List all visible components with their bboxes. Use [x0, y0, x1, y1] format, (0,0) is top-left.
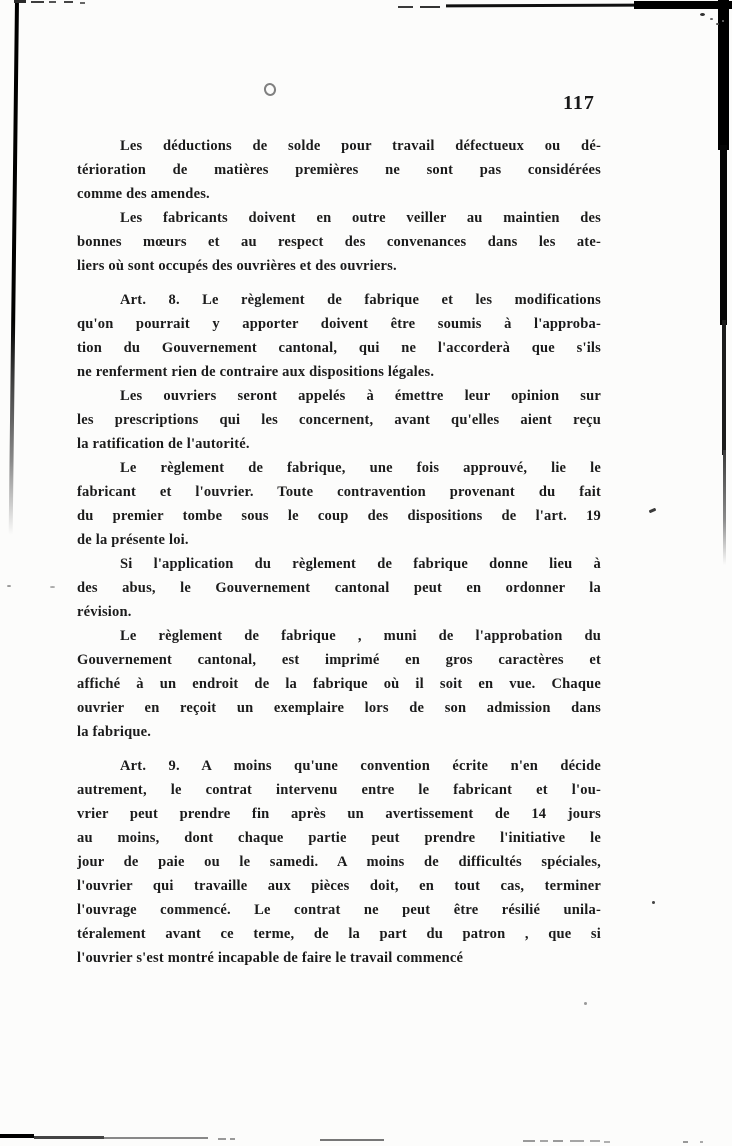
scan-dash-top-left	[14, 0, 26, 3]
text-line: du premier tombe sous le coup des dispositions de l'art. 19	[77, 508, 601, 524]
scan-line-bottom	[230, 1138, 235, 1140]
scan-edge-shadow-right	[720, 145, 727, 325]
text-block	[77, 134, 601, 970]
ink-speck	[700, 13, 705, 16]
scan-edge-shadow-right	[722, 320, 726, 455]
text-line: l'ouvrier qui travaille aux pièces doit, en tout cas, terminer	[77, 878, 601, 894]
text-line: Les fabricants doivent en outre veiller au maintien des	[120, 210, 601, 226]
scan-line-bottom	[553, 1140, 563, 1142]
text-line: la fabrique.	[77, 724, 152, 740]
tick-ink-mark	[649, 508, 657, 514]
scan-line-top-right	[420, 6, 440, 8]
text-line: comme des amendes.	[77, 186, 210, 202]
paragraph	[77, 384, 601, 456]
text-line: fabricant et l'ouvrier. Toute contravention provenant du fait	[77, 484, 601, 500]
scan-line-bottom	[604, 1141, 610, 1143]
text-line: Art. 9. A moins qu'une convention écrite n'en décide	[120, 758, 601, 774]
scan-line-bottom	[34, 1136, 104, 1139]
scan-line-bottom	[104, 1137, 208, 1139]
text-line: jour de paie ou le samedi. A moins de difficultés spéciales,	[77, 854, 601, 870]
scan-dash-top-left	[31, 1, 44, 3]
scan-line-top-right	[446, 4, 638, 8]
text-line: tion du Gouvernement cantonal, qui ne l'accorderà que s'ils	[77, 340, 601, 356]
scan-line-bottom	[700, 1141, 703, 1143]
page-number: 117	[563, 92, 595, 114]
text-line: autrement, le contrat intervenu entre le fabricant et l'ou-	[77, 782, 601, 798]
text-line: qu'on pourrait y apporter doivent être soumis à l'approba-	[77, 316, 601, 332]
ink-speck	[7, 585, 11, 587]
text-line: téralement avant ce terme, de la part du patron , que si	[77, 926, 601, 942]
scan-line-bottom	[523, 1140, 535, 1142]
scan-dash-top-left	[64, 1, 73, 3]
scan-line-top-right	[398, 6, 413, 8]
scan-line-bottom	[0, 1134, 34, 1138]
text-line: ne renferment rien de contraire aux dispositions légales.	[77, 364, 435, 380]
scan-line-bottom	[570, 1140, 584, 1142]
text-line: affiché à un endroit de la fabrique où il soit en vue. Chaque	[77, 676, 601, 692]
text-line: bonnes mœurs et au respect des convenances dans les ate-	[77, 234, 601, 250]
scan-edge-shadow-right	[718, 0, 729, 150]
scan-line-bottom	[218, 1138, 226, 1140]
scan-dash-top-left	[49, 1, 56, 3]
paragraph	[77, 206, 601, 278]
ink-speck	[716, 23, 719, 25]
ink-speck	[50, 586, 55, 588]
paragraph	[77, 456, 601, 552]
ink-speck	[652, 901, 655, 904]
text-line: ouvrier en reçoit un exemplaire lors de son admission dans	[77, 700, 601, 716]
ink-speck	[722, 20, 724, 22]
text-line: révision.	[77, 604, 132, 620]
scan-line-top-right	[634, 1, 732, 9]
circle-ink-mark	[263, 82, 278, 98]
scan-line-bottom	[540, 1140, 548, 1142]
text-line: la ratification de l'autorité.	[77, 436, 250, 452]
text-line: Les déductions de solde pour travail défectueux ou dé-	[120, 138, 601, 154]
scan-line-bottom	[320, 1139, 384, 1141]
text-line: vrier peut prendre fin après un avertissement de 14 jours	[77, 806, 601, 822]
text-line: Le règlement de fabrique , muni de l'approbation du	[120, 628, 601, 644]
paragraph	[77, 552, 601, 624]
text-line: les prescriptions qui les concernent, avant qu'elles aient reçu	[77, 412, 601, 428]
text-line: Les ouvriers seront appelés à émettre leur opinion sur	[120, 388, 601, 404]
text-line: l'ouvrier s'est montré incapable de faire le travail commencé	[77, 950, 464, 966]
scan-dash-top-left	[80, 2, 85, 4]
paragraph	[77, 624, 601, 744]
text-line: Art. 8. Le règlement de fabrique et les modifications	[120, 292, 601, 308]
scan-line-bottom	[590, 1140, 600, 1142]
text-line: de la présente loi.	[77, 532, 189, 548]
scan-edge-shadow-left	[9, 0, 19, 535]
text-line: Le règlement de fabrique, une fois approuvé, lie le	[120, 460, 601, 476]
paragraph	[77, 134, 601, 206]
text-line: liers où sont occupés des ouvrières et des ouvriers.	[77, 258, 397, 274]
scan-edge-shadow-right	[723, 450, 726, 565]
text-line: des abus, le Gouvernement cantonal peut en ordonner la	[77, 580, 601, 596]
text-line: l'ouvrage commencé. Le contrat ne peut être résilié unila-	[77, 902, 601, 918]
ink-speck	[584, 1002, 587, 1005]
scan-line-bottom	[683, 1141, 688, 1143]
text-line: Si l'application du règlement de fabrique donne lieu à	[120, 556, 601, 572]
text-line: Gouvernement cantonal, est imprimé en gros caractères et	[77, 652, 601, 668]
paragraph	[77, 288, 601, 384]
paragraph	[77, 754, 601, 970]
ink-speck	[710, 18, 713, 20]
text-line: térioration de matières premières ne sont pas considérées	[77, 162, 601, 178]
text-line: au moins, dont chaque partie peut prendre l'initiative le	[77, 830, 601, 846]
